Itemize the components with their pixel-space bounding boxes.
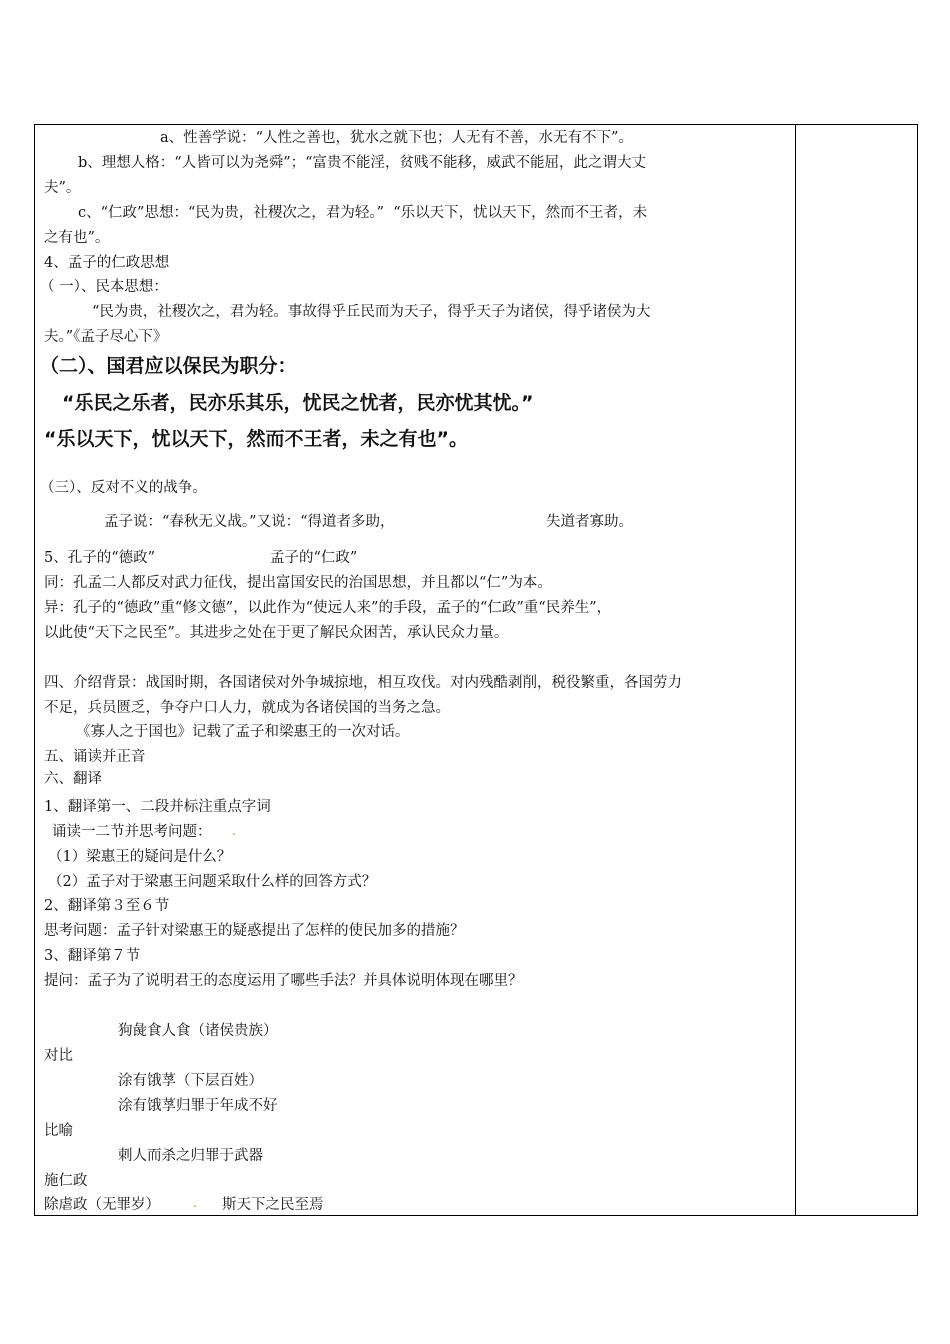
text-line: 《寡人之于国也》记载了孟子和梁惠王的一次对话。	[76, 724, 410, 740]
subsection-heading: （二）、国君应以保民为职分：	[40, 355, 297, 377]
table-column-divider	[795, 124, 796, 1216]
text-line: 斯天下之民至焉	[222, 1197, 324, 1213]
text-line: 夫”。	[44, 180, 81, 196]
text-line: 孟子的“仁政”	[270, 550, 358, 566]
decorative-dot: .	[193, 1196, 197, 1210]
subsection-heading: （三）、反对不义的战争。	[40, 480, 207, 496]
text-line: 失道者寡助。	[546, 514, 633, 530]
text-line: 比喻	[44, 1123, 73, 1139]
text-line: 提问：孟子为了说明君王的态度运用了哪些手法？并具体说明体现在哪里？	[44, 973, 523, 989]
text-line: 3、翻译第７节	[44, 948, 141, 964]
text-line: 狗彘食人食（诸侯贵族）	[118, 1023, 278, 1039]
text-line: 不足，兵员匮乏，争夺户口人力，就成为各诸侯国的当务之急。	[44, 700, 450, 716]
text-line: 孟子说：“春秋无义战。”又说：“得道者多助，	[104, 514, 395, 530]
section-heading: 四、介绍背景：战国时期，各国诸侯对外争城掠地，相互攻伐。对内残酷剥削，税役繁重，各国劳力	[44, 675, 682, 691]
section-heading: 五、诵读并正音	[44, 749, 146, 765]
subsection-heading: （ 一）、民本思想：	[40, 279, 168, 295]
text-line: a、性善学说：“人性之善也，犹水之就下也；人无有不善，水无有不下”。	[160, 130, 633, 146]
text-line: 涂有饿莩归罪于年成不好	[118, 1098, 278, 1114]
text-line: 之有也”。	[44, 230, 110, 246]
text-line: 涂有饿莩（下层百姓）	[118, 1073, 263, 1089]
text-line: 异：孔子的“德政”重“修文德”，以此作为“使远人来”的手段，孟子的“仁政”重“民养生”，	[44, 600, 612, 616]
quote-line: “民为贵，社稷次之，君为轻。事故得乎丘民而为天子，得乎天子为诸侯，得乎诸侯为大	[92, 304, 651, 320]
quote-line: 夫。”《孟子尽心下》	[44, 329, 168, 345]
section-heading: 4、孟子的仁政思想	[44, 255, 170, 271]
section-heading: 5、孔子的“德政”	[44, 550, 156, 566]
question-line: （1）梁惠王的疑问是什么？	[48, 849, 232, 865]
text-line: 1、翻译第一、二段并标注重点字词	[44, 799, 271, 815]
quote-line: “乐民之乐者，民亦乐其乐，忧民之忧者，民亦忧其忧。”	[62, 392, 534, 414]
text-line: 2、翻译第３至６节	[44, 898, 170, 914]
decorative-dot: .	[232, 824, 236, 838]
text-line: 施仁政	[44, 1173, 88, 1189]
quote-line: “乐以天下，忧以天下，然而不王者，未之有也”。	[44, 428, 468, 450]
text-line: 诵读一二节并思考问题：	[52, 824, 212, 840]
text-line: 以此使“天下之民至”。其进步之处在于更了解民众困苦，承认民众力量。	[44, 625, 509, 641]
text-line: 同：孔孟二人都反对武力征伐，提出富国安民的治国思想，并且都以“仁”为本。	[44, 575, 552, 591]
question-line: （2）孟子对于梁惠王问题采取什么样的回答方式？	[48, 874, 377, 890]
text-line: b、理想人格：“人皆可以为尧舜”；“富贵不能淫，贫贱不能移，威武不能屈，此之谓大丈	[78, 155, 647, 171]
text-line: 思考问题：孟子针对梁惠王的疑惑提出了怎样的使民加多的措施？	[44, 923, 465, 939]
text-line: 刺人而杀之归罪于武器	[118, 1148, 263, 1164]
text-line: 对比	[44, 1048, 73, 1064]
text-line: c、“仁政”思想：“民为贵，社稷次之，君为轻。” “乐以天下，忧以天下，然而不王者，未	[78, 205, 648, 221]
text-line: 除虐政（无罪岁）	[44, 1197, 160, 1213]
section-heading: 六、翻译	[44, 771, 102, 787]
